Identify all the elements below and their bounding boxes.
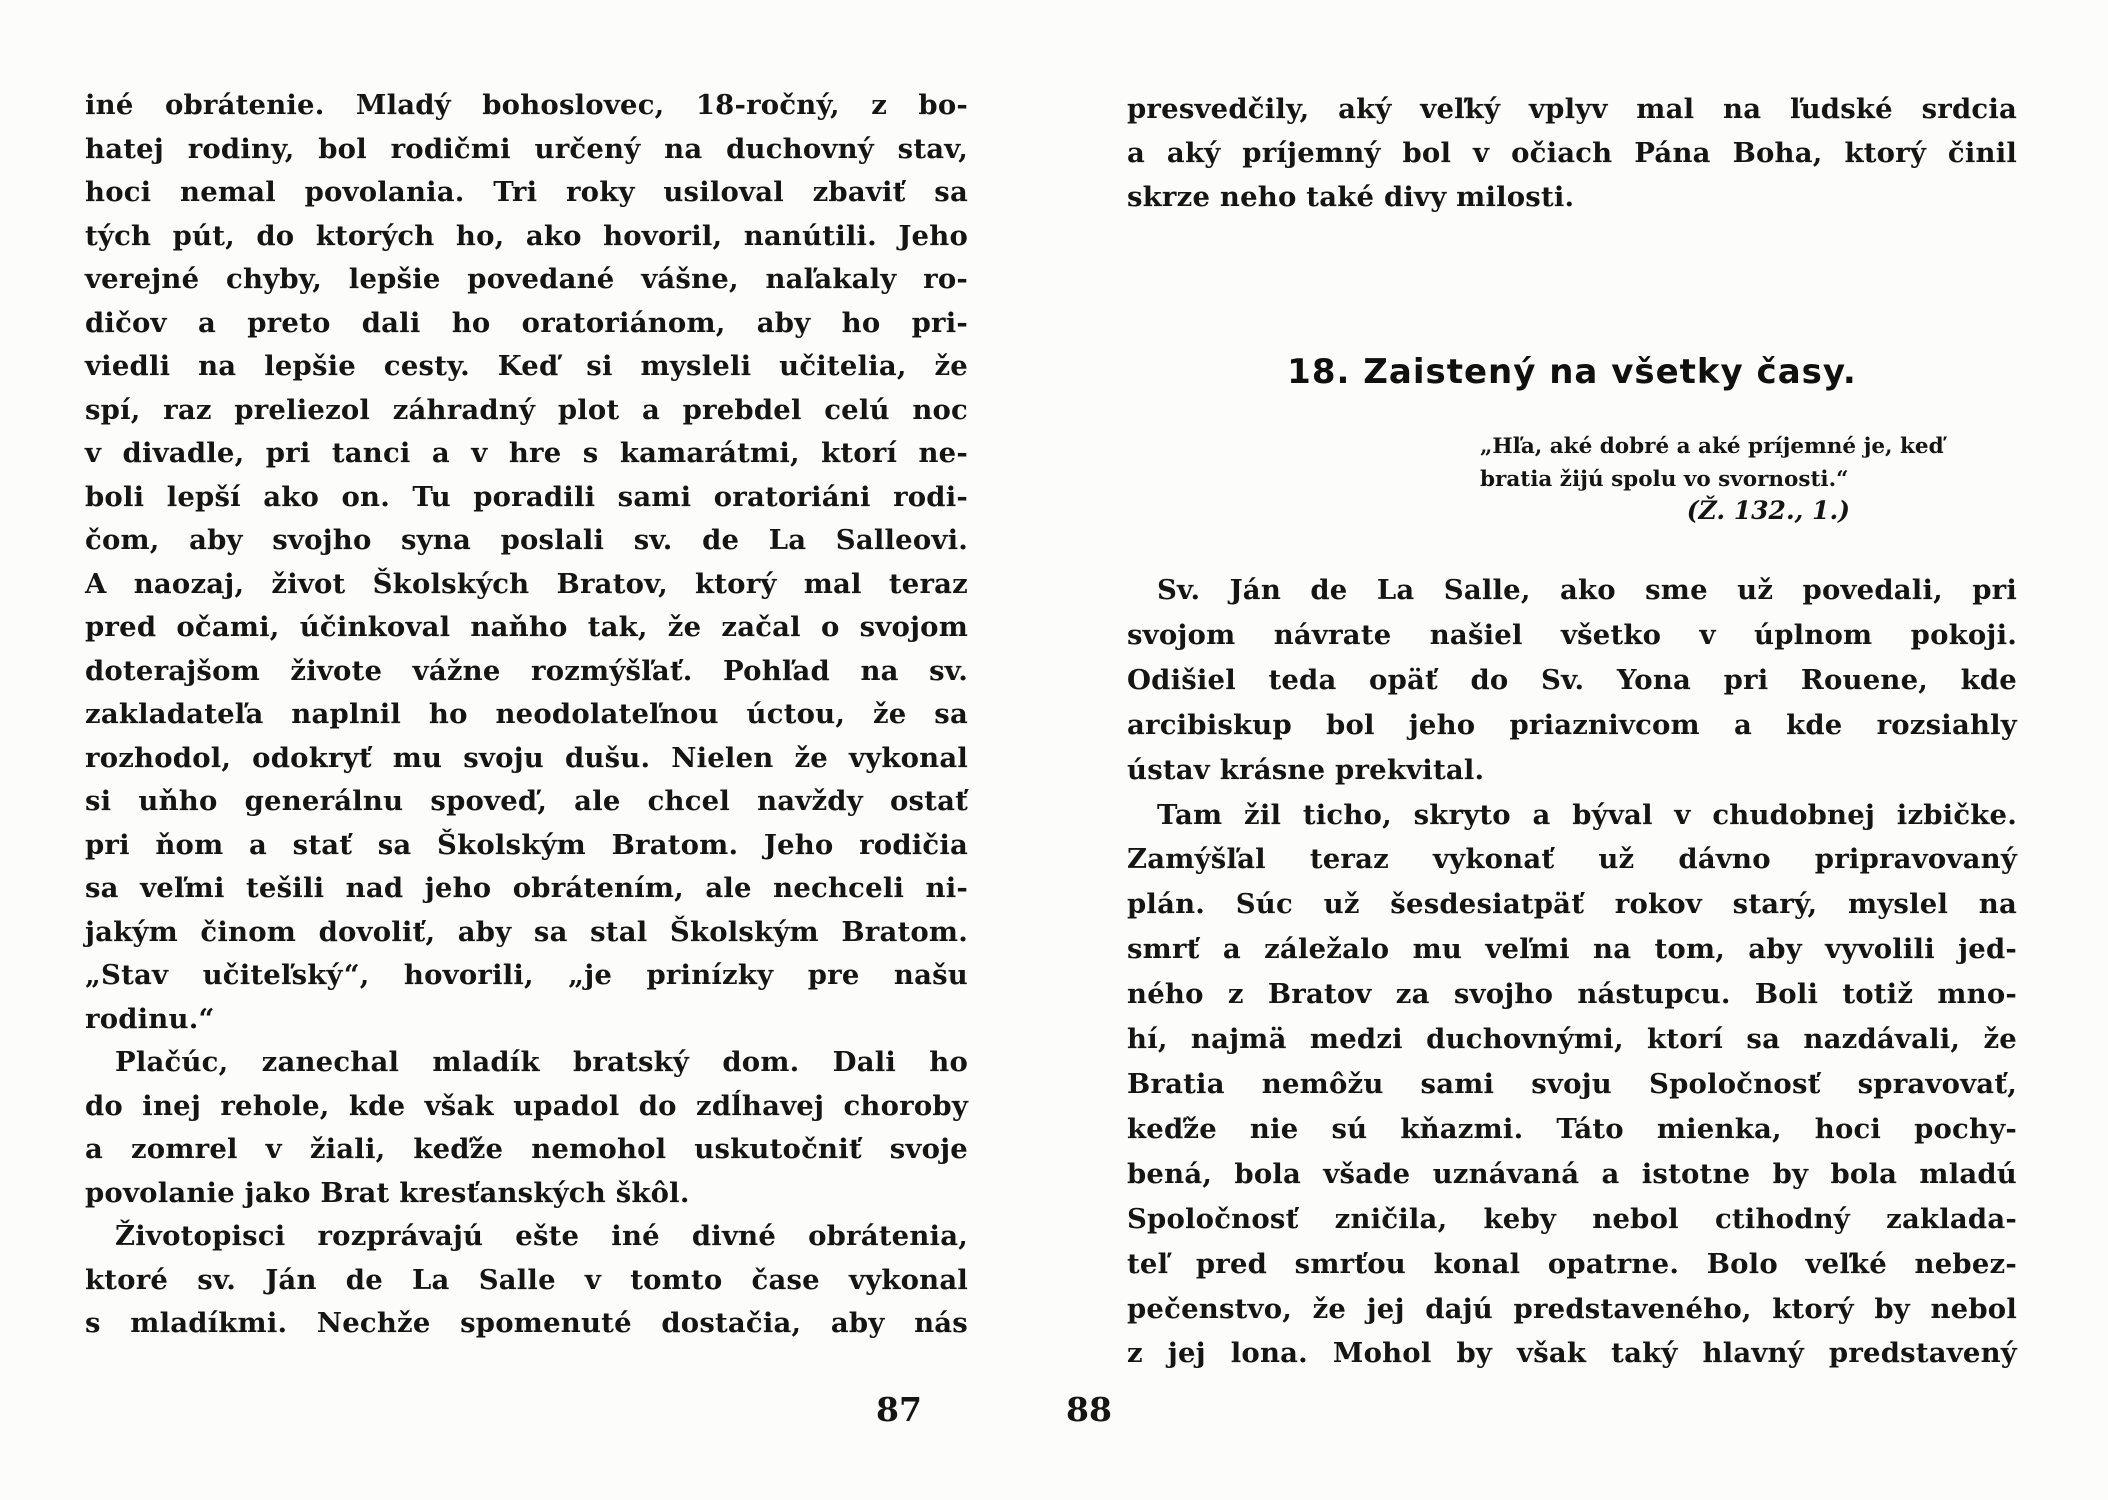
text-line: bená, bola všade uznávaná a istotne by bola mladú <box>1127 1157 2017 1190</box>
text-line: svojom návrate našiel všetko v úplnom pokoji. <box>1127 618 2017 651</box>
text-line: ného z Bratov za svojho nástupcu. Boli totiž mno- <box>1127 978 2017 1011</box>
page-number-left: 87 <box>876 1390 922 1429</box>
text-line: čom, aby svojho syna poslali sv. de La Salleovi. <box>85 524 968 556</box>
text-line: ústav krásne prekvital. <box>1127 753 1485 786</box>
text-line: hí, najmä medzi duchovnými, ktorí sa nazdávali, že <box>1127 1023 2017 1056</box>
text-line: z jej lona. Mohol by však taký hlavný predstavený <box>1127 1337 2017 1370</box>
text-line: sa veľmi tešili nad jeho obrátením, ale nechceli ni- <box>85 872 968 904</box>
text-line: v divadle, pri tanci a v hre s kamarátmi, ktorí ne- <box>85 437 968 469</box>
text-line: dičov a preto dali ho oratoriánom, aby ho pri- <box>85 306 968 339</box>
page-right-intro-column <box>1127 87 2017 219</box>
text-line: Životopisci rozprávajú ešte iné divné obrátenia, <box>115 1220 968 1252</box>
text-line: pri ňom a stať sa Školským Bratom. Jeho rodičia <box>85 828 968 861</box>
page-right-body-column <box>1127 568 2017 1376</box>
quote-attribution: (Ž. 132., 1.) <box>1686 496 1850 525</box>
text-line: ktoré sv. Ján de La Salle v tomto čase vykonal <box>85 1263 968 1296</box>
paragraph <box>1127 793 2017 1377</box>
text-line: smrť a záležalo mu veľmi na tom, aby vyvolili jed- <box>1127 933 2017 966</box>
text-line: skrze neho také divy milosti. <box>1127 181 1575 213</box>
page-number-right: 88 <box>1066 1390 1112 1429</box>
text-line: keďže nie sú kňazmi. Táto mienka, hoci pochy- <box>1127 1112 2017 1145</box>
text-line: do inej rehole, kde však upadol do zdĺhavej choroby <box>85 1089 968 1122</box>
text-line: spí, raz preliezol záhradný plot a prebdel celú noc <box>85 393 968 426</box>
text-line: „Hľa, aké dobré a aké príjemné je, keď <box>1480 434 1944 459</box>
text-line: Plačúc, zanechal mladík bratský dom. Dali ho <box>115 1046 968 1078</box>
text-line: rozhodol, odokryť mu svoju dušu. Nielen že vykonal <box>85 741 968 774</box>
text-line: tých pút, do ktorých ho, ako hovoril, nanútili. Jeho <box>85 219 968 252</box>
text-line: Zamýšľal teraz vykonať už dávno pripravovaný <box>1127 843 2017 876</box>
paragraph <box>1127 568 2017 793</box>
text-line: arcibiskup bol jeho priaznivcom a kde rozsiahly <box>1127 708 2017 741</box>
page-left-text-column <box>85 84 968 1346</box>
text-line: doterajšom živote vážne rozmýšľať. Pohľad na sv. <box>85 654 968 687</box>
text-line: zakladateľa naplnil ho neodolateľnou úctou, že sa <box>85 698 968 730</box>
text-line: plán. Súc už šesdesiatpäť rokov starý, myslel na <box>1127 888 2017 921</box>
chapter-heading: 18. Zaistený na všetky časy. <box>1287 352 1857 392</box>
paragraph <box>85 1041 968 1215</box>
text-line: „Stav učiteľský“, hovorili, „je prinízky pre našu <box>85 959 968 991</box>
text-line: bratia žijú spolu vo svornosti.“ <box>1480 467 1849 492</box>
text-line: si uňho generálnu spoveď, ale chcel navždy ostať <box>85 785 968 817</box>
text-line: pred očami, účinkoval naňho tak, že začal o svojom <box>85 611 968 643</box>
text-line: jakým činom dovoliť, aby sa stal Školským Bratom. <box>85 915 968 948</box>
text-line: iné obrátenie. Mladý bohoslovec, 18-ročný, z bo- <box>85 89 968 121</box>
text-line: A naozaj, život Školských Bratov, ktorý mal teraz <box>85 567 968 600</box>
text-line: Bratia nemôžu sami svoju Spoločnosť spravovať, <box>1127 1067 2017 1100</box>
text-line: rodinu.“ <box>85 1002 215 1035</box>
text-line: viedli na lepšie cesty. Keď si mysleli učitelia, že <box>85 350 968 382</box>
text-line: presvedčily, aký veľký vplyv mal na ľudské srdcia <box>1127 93 2017 125</box>
text-line: Sv. Ján de La Salle, ako sme už povedali, pri <box>1157 574 2017 606</box>
text-line: a aký príjemný bol v očiach Pána Boha, ktorý činil <box>1127 137 2017 169</box>
text-line: Odišiel teda opäť do Sv. Yona pri Rouene, kde <box>1127 663 2017 696</box>
text-line: verejné chyby, lepšie povedané vášne, naľakaly ro- <box>85 263 968 295</box>
chapter-epigraph-quote <box>1480 430 2050 496</box>
text-line: Tam žil ticho, skryto a býval v chudobnej izbičke. <box>1157 798 2017 831</box>
text-line: s mladíkmi. Nechže spomenuté dostačia, aby nás <box>85 1307 968 1339</box>
text-line: boli lepší ako on. Tu poradili sami oratoriáni rodi- <box>85 480 968 513</box>
paragraph <box>1127 87 2017 219</box>
text-line: pečenstvo, že jej dajú predstaveného, ktorý by nebol <box>1127 1292 2017 1325</box>
text-line: povolanie jako Brat kresťanských škôl. <box>85 1176 690 1209</box>
paragraph <box>85 1215 968 1346</box>
paragraph <box>85 84 968 1041</box>
text-line: teľ pred smrťou konal opatrne. Bolo veľké nebez- <box>1127 1247 2017 1280</box>
text-line: hatej rodiny, bol rodičmi určený na duchovný stav, <box>85 132 968 165</box>
text-line: a zomrel v žiali, keďže nemohol uskutočniť svoje <box>85 1133 968 1165</box>
text-line: hoci nemal povolania. Tri roky usiloval zbaviť sa <box>85 176 968 208</box>
text-line: Spoločnosť zničila, keby nebol ctihodný zaklada- <box>1127 1202 2017 1235</box>
